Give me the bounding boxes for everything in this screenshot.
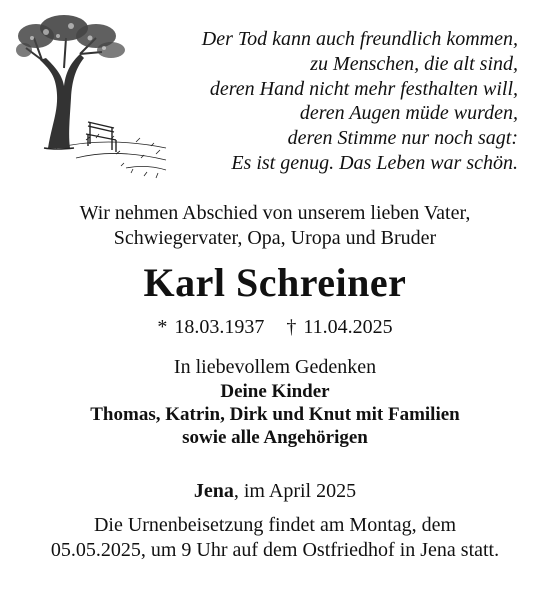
memorial-block: [0, 354, 550, 449]
poem-line: Es ist genug. Das Leben war schön.: [231, 151, 518, 174]
memorial-intro: In liebevollem Gedenken: [173, 356, 377, 378]
date: , im April 2025: [233, 480, 357, 502]
intro-line: Wir nehmen Abschied von unserem lieben Vater,: [79, 202, 471, 224]
funeral-line: Die Urnenbeisetzung findet am Montag, dem: [93, 514, 457, 536]
mourners-line: Thomas, Katrin, Dirk und Knut mit Familien: [90, 404, 460, 425]
poem-line: Der Tod kann auch freundlich kommen,: [201, 28, 518, 50]
poem-line: deren Hand nicht mehr festhalten will,: [209, 77, 518, 100]
poem-line: deren Stimme nur noch sagt:: [287, 127, 518, 150]
birth-date: * 18.03.1937: [157, 316, 265, 338]
life-dates: [0, 314, 550, 340]
place-date: [0, 478, 550, 504]
funeral-notice: [0, 513, 550, 563]
death-date: † 11.04.2025: [286, 316, 393, 338]
farewell-intro: [0, 201, 550, 251]
poem-line: zu Menschen, die alt sind,: [310, 52, 518, 75]
intro-line: Schwiegervater, Opa, Uropa und Bruder: [113, 227, 437, 249]
mourners-line: sowie alle Angehörigen: [182, 427, 368, 448]
deceased-name: Karl Schreiner: [143, 260, 407, 305]
funeral-line: 05.05.2025, um 9 Uhr auf dem Ostfriedhof in Jena statt.: [50, 539, 500, 561]
poem-line: deren Augen müde wurden,: [299, 102, 518, 125]
poem: [138, 27, 518, 176]
mourners-line: Deine Kinder: [220, 381, 330, 402]
city: Jena: [193, 480, 234, 502]
